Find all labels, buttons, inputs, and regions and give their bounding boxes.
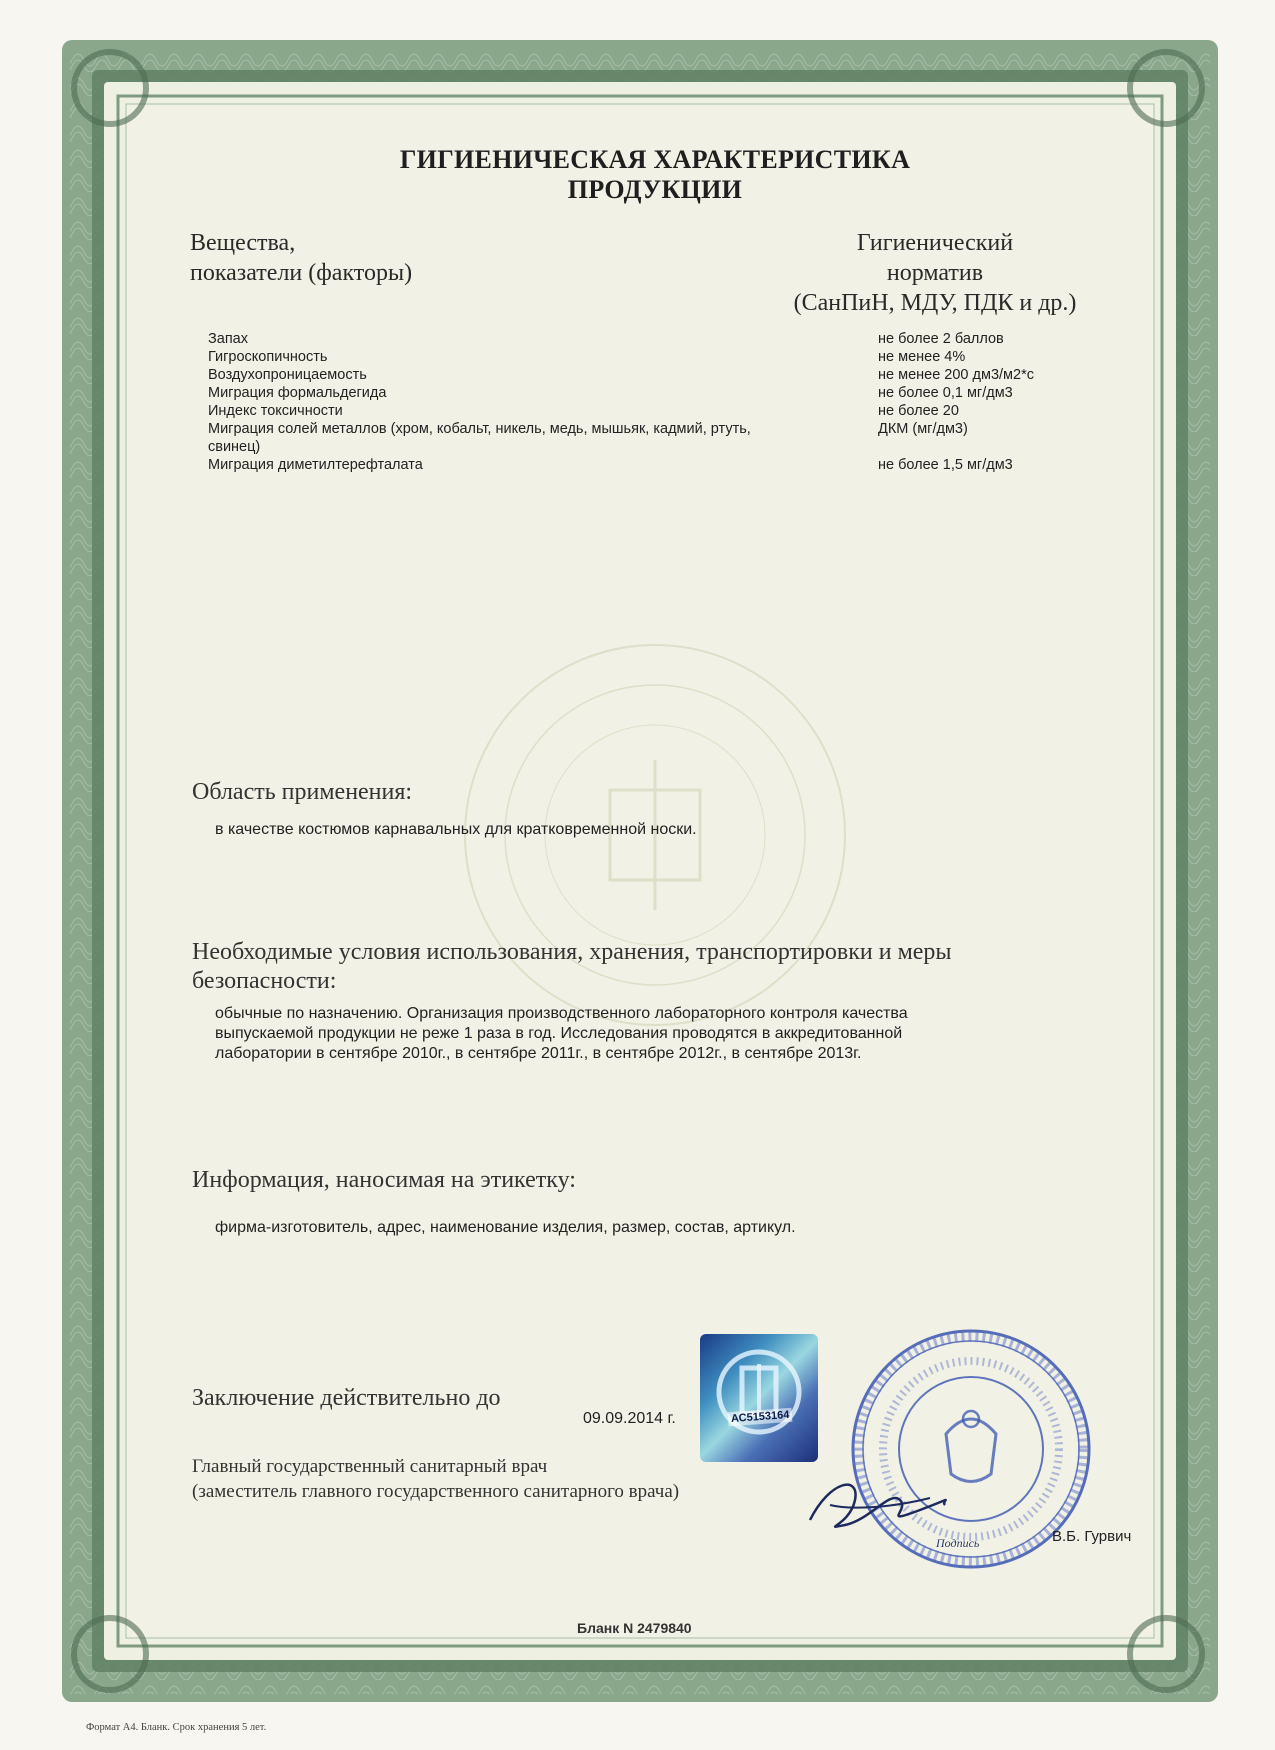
conditions-line: лаборатории в сентябре 2010г., в сентябре 2011г., в сентябре 2012г., в сентябре 2013г. — [215, 1045, 862, 1062]
header-substances-line: Вещества, — [190, 230, 296, 256]
indicator-name: Миграция формальдегида — [208, 385, 387, 401]
header-norm — [770, 228, 1100, 318]
conditions-line: обычные по назначению. Организация производственного лабораторного контроля качества — [215, 1005, 908, 1022]
footer-note: Формат А4. Бланк. Срок хранения 5 лет. — [86, 1722, 267, 1733]
indicator-row — [208, 384, 1088, 402]
header-substances — [190, 228, 412, 288]
indicator-name: Миграция солей металлов (хром, кобальт, никель, медь, мышьяк, кадмий, ртуть, — [208, 421, 751, 437]
validity-label: Заключение действительно до — [192, 1385, 501, 1411]
scope-heading: Область применения: — [192, 779, 413, 805]
indicator-name: Запах — [208, 331, 248, 347]
indicator-row — [208, 348, 1088, 366]
hologram-emblem-icon — [700, 1334, 818, 1462]
indicator-norm: не менее 200 дм3/м2*с — [878, 367, 1034, 383]
indicator-name: Воздухопроницаемость — [208, 367, 367, 383]
conditions-heading-line: Необходимые условия использования, хранения, транспортировки и меры — [192, 939, 952, 965]
header-norm-line: норматив — [886, 260, 984, 286]
indicator-row — [208, 366, 1088, 384]
hologram-sticker — [700, 1334, 818, 1462]
conditions-heading — [192, 938, 952, 996]
conditions-line: выпускаемой продукции не реже 1 раза в год. Исследования проводятся в аккредитованной — [215, 1025, 903, 1042]
label-info-heading: Информация, наносимая на этикетку: — [192, 1167, 576, 1193]
blank-number: Бланк N 2479840 — [577, 1620, 692, 1636]
validity-date: 09.09.2014 г. — [583, 1410, 676, 1427]
indicator-norm: не более 0,1 мг/дм3 — [878, 385, 1013, 401]
indicator-norm: не менее 4% — [878, 349, 966, 365]
indicator-row — [208, 402, 1088, 420]
indicator-row — [208, 420, 1088, 438]
indicator-name: Гигроскопичность — [208, 349, 328, 365]
indicator-name: Миграция диметилтерефталата — [208, 457, 423, 473]
signature-caption: Подпись — [936, 1536, 980, 1550]
indicators-table — [208, 330, 1088, 474]
indicator-name: Индекс токсичности — [208, 403, 343, 419]
indicator-norm: не более 1,5 мг/дм3 — [878, 457, 1013, 473]
document-title: ГИГИЕНИЧЕСКАЯ ХАРАКТЕРИСТИКА ПРОДУКЦИИ — [399, 145, 911, 204]
conditions-heading-line: безопасности: — [192, 968, 337, 994]
doctor-title: Главный государственный санитарный врач — [192, 1456, 548, 1477]
header-substances-line: показатели (факторы) — [190, 260, 413, 286]
indicator-row — [208, 456, 1088, 474]
header-norm-line: Гигиенический — [856, 230, 1014, 256]
label-info-text: фирма-изготовитель, адрес, наименование изделия, размер, состав, артикул. — [215, 1219, 796, 1236]
doctor-deputy-title: (заместитель главного государственного санитарного врача) — [192, 1481, 680, 1502]
signer-name: В.Б. Гурвич — [1052, 1528, 1132, 1545]
indicator-name: свинец) — [208, 439, 261, 455]
indicator-row — [208, 330, 1088, 348]
indicator-norm: не более 20 — [878, 403, 959, 419]
indicator-norm: не более 2 баллов — [878, 331, 1004, 347]
indicator-norm: ДКМ (мг/дм3) — [878, 421, 968, 437]
header-norm-line: (СанПиН, МДУ, ПДК и др.) — [793, 290, 1077, 316]
hologram-code: АС5153164 — [728, 1408, 793, 1426]
indicator-row — [208, 438, 1088, 456]
indicator-norm — [878, 438, 1088, 456]
scope-text: в качестве костюмов карнавальных для кратковременной носки. — [215, 821, 697, 838]
signature-icon — [800, 1470, 950, 1540]
conditions-text — [215, 1004, 908, 1064]
